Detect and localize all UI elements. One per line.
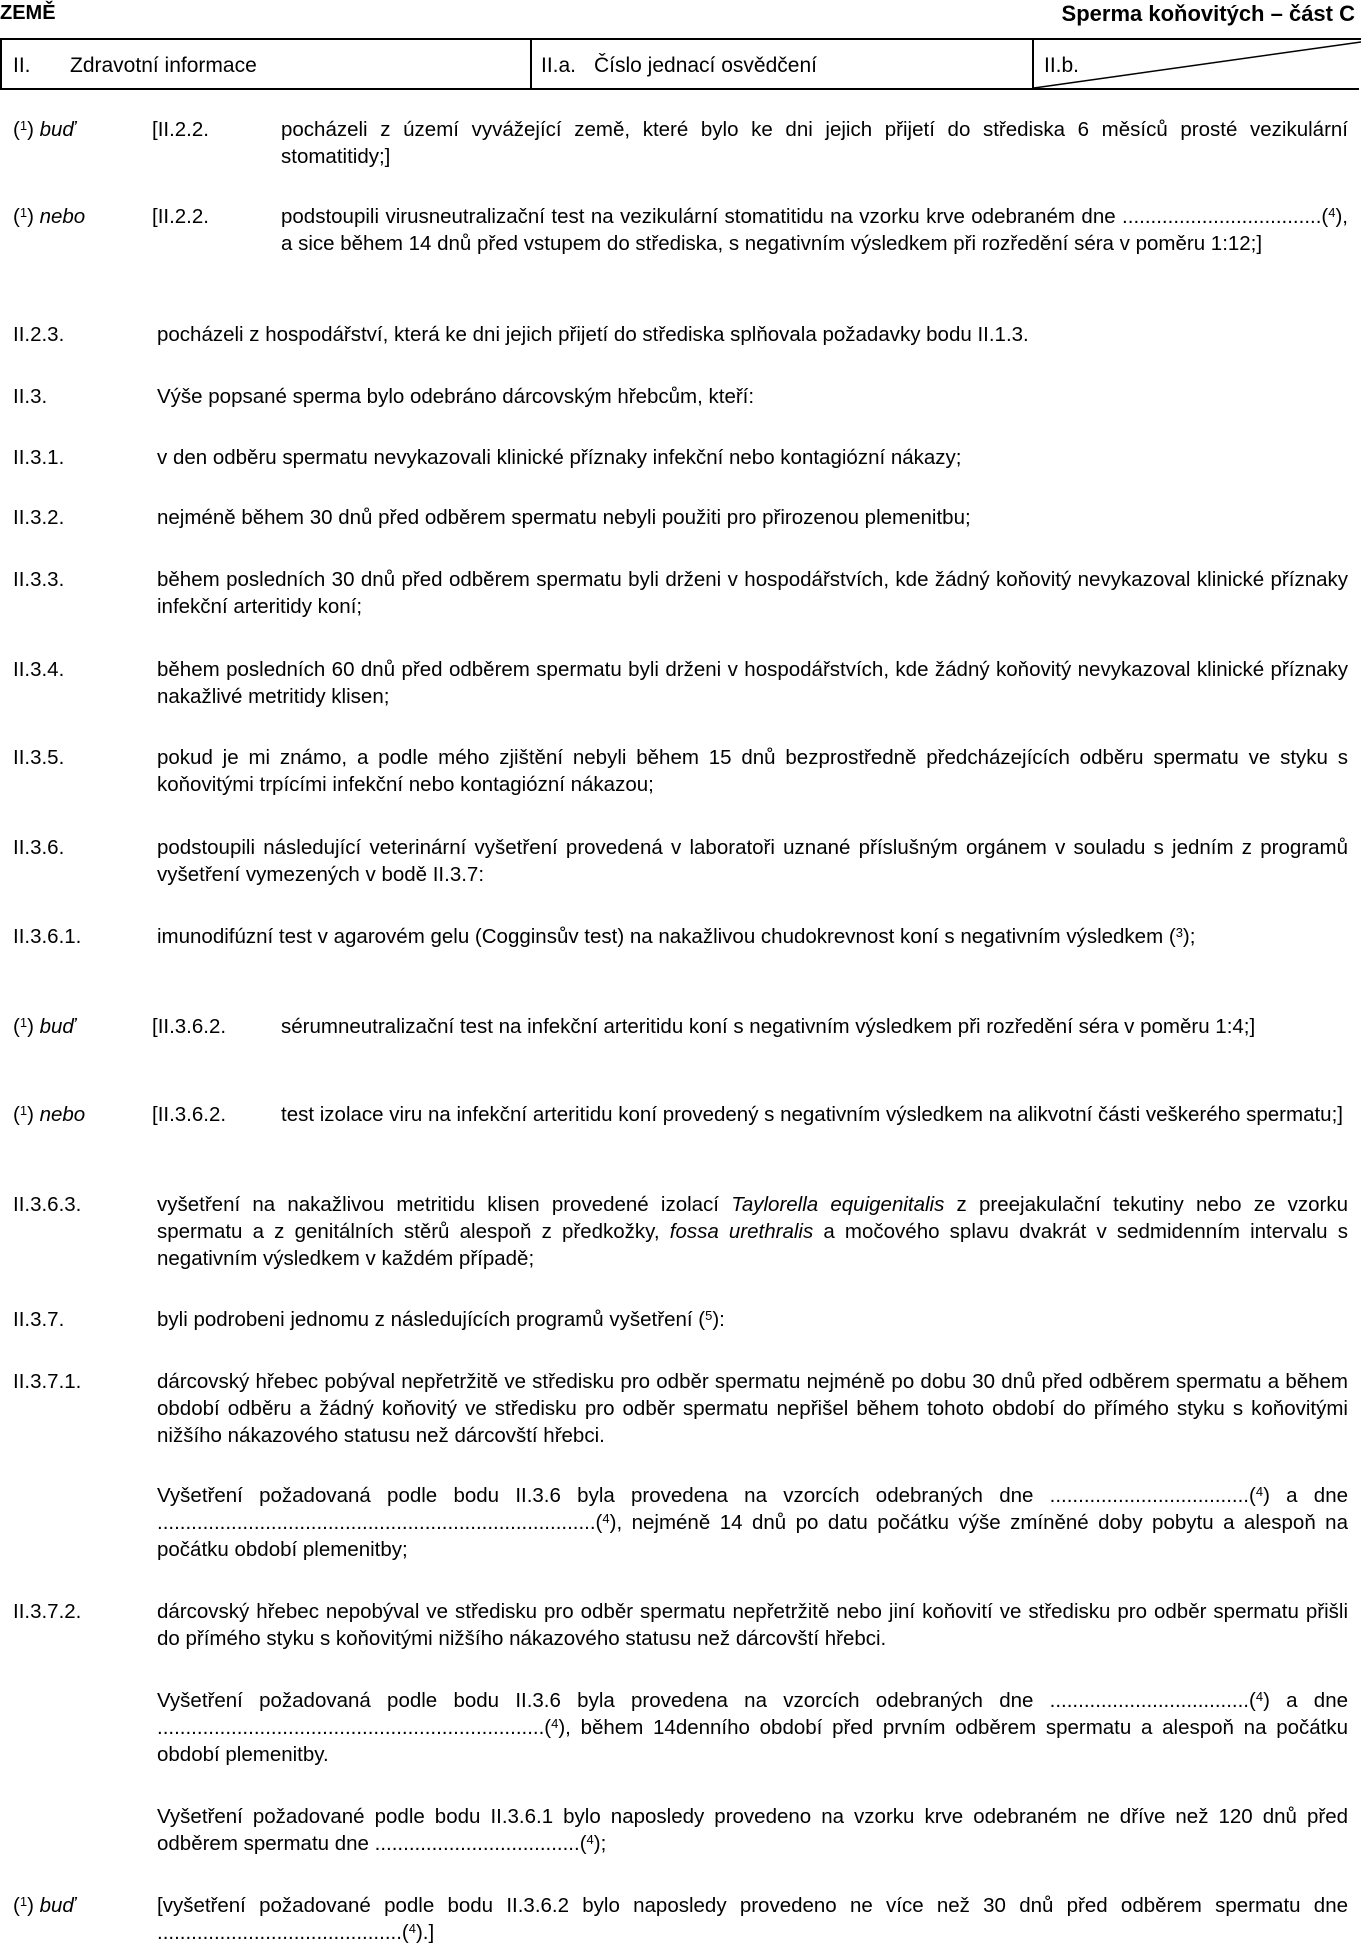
clause-text: pocházeli z území vyvážející země, které bylo ke dni jejich přijetí do střediska 6 měsíců prosté vezikulární stomatitidy;] bbox=[281, 118, 1348, 168]
clause-number: II.3.7.1. bbox=[13, 1370, 82, 1393]
clause-text: Vyšetření požadovaná podle bodu II.3.6 byla provedena na vzorcích odebraných dne ...................................($^4$) a dne ....................................................................($^4$), během 14denního období před prvním odběrem spermatu a alespoň na počátku období plemenitby. bbox=[157, 1689, 1349, 1766]
clause-text: test izolace viru na infekční arteritidu koní provedený s negativním výsledkem na alikvotní části veškerého spermatu;] bbox=[281, 1103, 1343, 1126]
clause-text: v den odběru spermatu nevykazovali klinické příznaky infekční nebo kontagiózní nákazy; bbox=[157, 446, 962, 469]
clause-number: II.3.7. bbox=[13, 1308, 65, 1331]
clause-number: II.3. bbox=[13, 385, 48, 408]
clause-number: II.3.5. bbox=[13, 746, 65, 769]
clause-number: II.3.6. bbox=[13, 836, 65, 859]
clause-text: nejméně během 30 dnů před odběrem spermatu nebyli použiti pro přirozenou plemenitbu; bbox=[157, 506, 971, 529]
clause-text: sérumneutralizační test na infekční arteritidu koní s negativním výsledkem při rozředění séra v poměru 1:4;] bbox=[281, 1015, 1256, 1038]
clause-number: II.3.4. bbox=[13, 658, 65, 681]
clause-number: II.3.1. bbox=[13, 446, 65, 469]
certificate-title: Sperma koňovitých – část C bbox=[1061, 1, 1355, 26]
clause-number: [II.2.2. bbox=[152, 118, 209, 141]
clause-text: podstoupili následující veterinární vyšetření provedená v laboratoři uznané příslušným orgánem v souladu s jedním z programů vyšetření vymezených v bodě II.3.7: bbox=[157, 836, 1348, 886]
clause-number: II.3.3. bbox=[13, 568, 65, 591]
diagonal-rule bbox=[2, 40, 1361, 90]
clause-number: II.3.7.2. bbox=[13, 1600, 82, 1623]
clause-text: Výše popsané sperma bylo odebráno dárcovským hřebcům, kteří: bbox=[157, 385, 755, 408]
country-label: ZEMĚ bbox=[0, 2, 56, 24]
option-marker: ($^1$) nebo bbox=[13, 205, 86, 228]
clause-text: pokud je mi známo, a podle mého zjištění nebyli během 15 dnů bezprostředně předcházejících odběru spermatu ve styku s koňovitými trpícími infekční nebo kontagiózní nákazou; bbox=[157, 746, 1348, 796]
header-table bbox=[0, 40, 1359, 90]
option-marker: ($^1$) nebo bbox=[13, 1103, 86, 1126]
clause-text: dárcovský hřebec pobýval nepřetržitě ve středisku pro odběr spermatu nejméně po dobu 30 dnů před odběrem spermatu a během období odběru a žádný koňovitý ve středisku pro odběr spermatu nepřišel během tohoto období do přímého styku s koňovitými nižšího nákazového statusu než dárcovští hřebci. bbox=[157, 1370, 1348, 1447]
clause-text: podstoupili virusneutralizační test na vezikulární stomatitidu na vzorku krve odebraném dne ...................................($^4$), a sice během 14 dnů před vstupem do střediska, s negativním výsledkem při rozředění séra v poměru 1:12;] bbox=[281, 205, 1348, 255]
section-title: Zdravotní informace bbox=[70, 54, 257, 77]
clause-text: během posledních 60 dnů před odběrem spermatu byli drženi v hospodářstvích, kde žádný koňovitý nevykazoval klinické příznaky nakažlivé metritidy klisen; bbox=[157, 658, 1348, 708]
clause-number: II.3.6.1. bbox=[13, 925, 82, 948]
clause-text: byli podrobeni jednomu z následujících programů vyšetření ($^5$): bbox=[157, 1308, 725, 1331]
option-marker: ($^1$) buď bbox=[13, 1015, 76, 1038]
clause-number: II.3.6.3. bbox=[13, 1193, 82, 1216]
reference-number-label: Číslo jednací osvědčení bbox=[594, 54, 817, 77]
clause-text: dárcovský hřebec nepobýval ve středisku pro odběr spermatu nepřetržitě nebo jiní koňovití ve středisku pro odběr spermatu přišli do přímého styku s koňovitými nižšího nákazového statusu než dárcovští hřebci. bbox=[157, 1600, 1348, 1650]
clause-number: II.3.2. bbox=[13, 506, 65, 529]
clause-number: II.2.3. bbox=[13, 323, 65, 346]
clause-number: [II.3.6.2. bbox=[152, 1015, 227, 1038]
clause-number: [II.3.6.2. bbox=[152, 1103, 227, 1126]
option-marker: ($^1$) buď bbox=[13, 118, 76, 141]
clause-text: Vyšetření požadované podle bodu II.3.6.1 bylo naposledy provedeno na vzorku krve odebraném ne dříve než 120 dnů před odběrem spermatu dne ....................................($^4$); bbox=[157, 1805, 1348, 1855]
field-number-a: II.a. bbox=[541, 54, 577, 77]
option-marker: ($^1$) buď bbox=[13, 1894, 76, 1917]
clause-text: vyšetření na nakažlivou metritidu klisen provedené izolací Taylorella equigenitalis z preejakulační tekutiny nebo ze vzorku spermatu a z genitálních stěrů alespoň z předkožky, fossa urethralis a močového splavu dvakrát v sedmidenním intervalu s negativním výsledkem v každém případě; bbox=[157, 1193, 1348, 1270]
clause-text: pocházeli z hospodářství, která ke dni jejich přijetí do střediska splňovala požadavky bodu II.1.3. bbox=[157, 323, 1029, 346]
clause-text: Vyšetření požadovaná podle bodu II.3.6 byla provedena na vzorcích odebraných dne ...................................($^4$) a dne .............................................................................($^4$), nejméně 14 dnů po datu počátku výše zmíněné doby pobytu a alespoň na počátku období plemenitby; bbox=[157, 1484, 1349, 1561]
clause-text: během posledních 30 dnů před odběrem spermatu byli drženi v hospodářstvích, kde žádný koňovitý nevykazoval klinické příznaky infekční arteritidy koní; bbox=[157, 568, 1348, 618]
clause-text: imunodifúzní test v agarovém gelu (Cogginsův test) na nakažlivou chudokrevnost koní s negativním výsledkem ($^3$); bbox=[157, 925, 1196, 948]
field-number-b: II.b. bbox=[1044, 54, 1080, 77]
clause-text: [vyšetření požadované podle bodu II.3.6.2 bylo naposledy provedeno ne více než 30 dnů před odběrem spermatu dne ...........................................($^4$).] bbox=[157, 1894, 1348, 1944]
clause-number: [II.2.2. bbox=[152, 205, 209, 228]
section-number: II. bbox=[13, 54, 31, 77]
